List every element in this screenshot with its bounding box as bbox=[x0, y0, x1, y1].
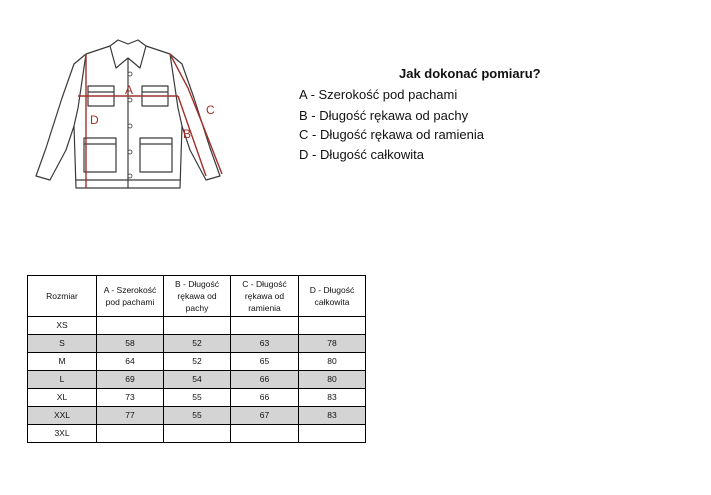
table-row bbox=[28, 335, 366, 353]
cell: 64 bbox=[97, 353, 164, 371]
cell: 83 bbox=[299, 407, 366, 425]
cell bbox=[97, 317, 164, 335]
cell: M bbox=[28, 353, 97, 371]
cell: 52 bbox=[164, 353, 231, 371]
cell: 55 bbox=[164, 407, 231, 425]
cell: 55 bbox=[164, 389, 231, 407]
table-row bbox=[28, 317, 366, 335]
legend-item-d: D - Długość całkowita bbox=[299, 147, 424, 162]
table-row bbox=[28, 425, 366, 443]
cell: 69 bbox=[97, 371, 164, 389]
cell: S bbox=[28, 335, 97, 353]
cell bbox=[97, 425, 164, 443]
legend-item-c: C - Długość rękawa od ramienia bbox=[299, 127, 484, 142]
label-d: D bbox=[90, 113, 99, 127]
cell bbox=[299, 425, 366, 443]
label-a: A bbox=[125, 83, 134, 97]
cell bbox=[299, 317, 366, 335]
legend-item-b: B - Długość rękawa od pachy bbox=[299, 108, 469, 123]
cell: 65 bbox=[231, 353, 299, 371]
table-row bbox=[28, 371, 366, 389]
cell: XS bbox=[28, 317, 97, 335]
cell: 66 bbox=[231, 389, 299, 407]
cell: 52 bbox=[164, 335, 231, 353]
cell: 58 bbox=[97, 335, 164, 353]
table-row bbox=[28, 407, 366, 425]
header-b: B - Długość rękawa od pachy bbox=[164, 276, 231, 317]
cell: 54 bbox=[164, 371, 231, 389]
cell: 66 bbox=[231, 371, 299, 389]
cell: XXL bbox=[28, 407, 97, 425]
cell: 83 bbox=[299, 389, 366, 407]
label-b: B bbox=[183, 127, 192, 141]
cell: 80 bbox=[299, 371, 366, 389]
cell: 67 bbox=[231, 407, 299, 425]
size-table bbox=[27, 275, 366, 443]
cell: 80 bbox=[299, 353, 366, 371]
label-c: C bbox=[206, 103, 215, 117]
cell bbox=[231, 425, 299, 443]
table-row bbox=[28, 353, 366, 371]
cell: 63 bbox=[231, 335, 299, 353]
cell: 77 bbox=[97, 407, 164, 425]
jacket-measurement-diagram bbox=[28, 28, 268, 203]
cell: 3XL bbox=[28, 425, 97, 443]
header-size: Rozmiar bbox=[28, 276, 97, 317]
header-d: D - Długość całkowita bbox=[299, 276, 366, 317]
legend-title: Jak dokonać pomiaru? bbox=[399, 66, 541, 81]
table-row bbox=[28, 389, 366, 407]
cell bbox=[164, 425, 231, 443]
cell: XL bbox=[28, 389, 97, 407]
cell bbox=[164, 317, 231, 335]
cell: 78 bbox=[299, 335, 366, 353]
header-c: C - Długość rękawa od ramienia bbox=[231, 276, 299, 317]
cell bbox=[231, 317, 299, 335]
header-a: A - Szerokość pod pachami bbox=[97, 276, 164, 317]
size-table-header-row bbox=[28, 276, 366, 317]
legend-item-a: A - Szerokość pod pachami bbox=[299, 87, 458, 102]
cell: 73 bbox=[97, 389, 164, 407]
cell: L bbox=[28, 371, 97, 389]
